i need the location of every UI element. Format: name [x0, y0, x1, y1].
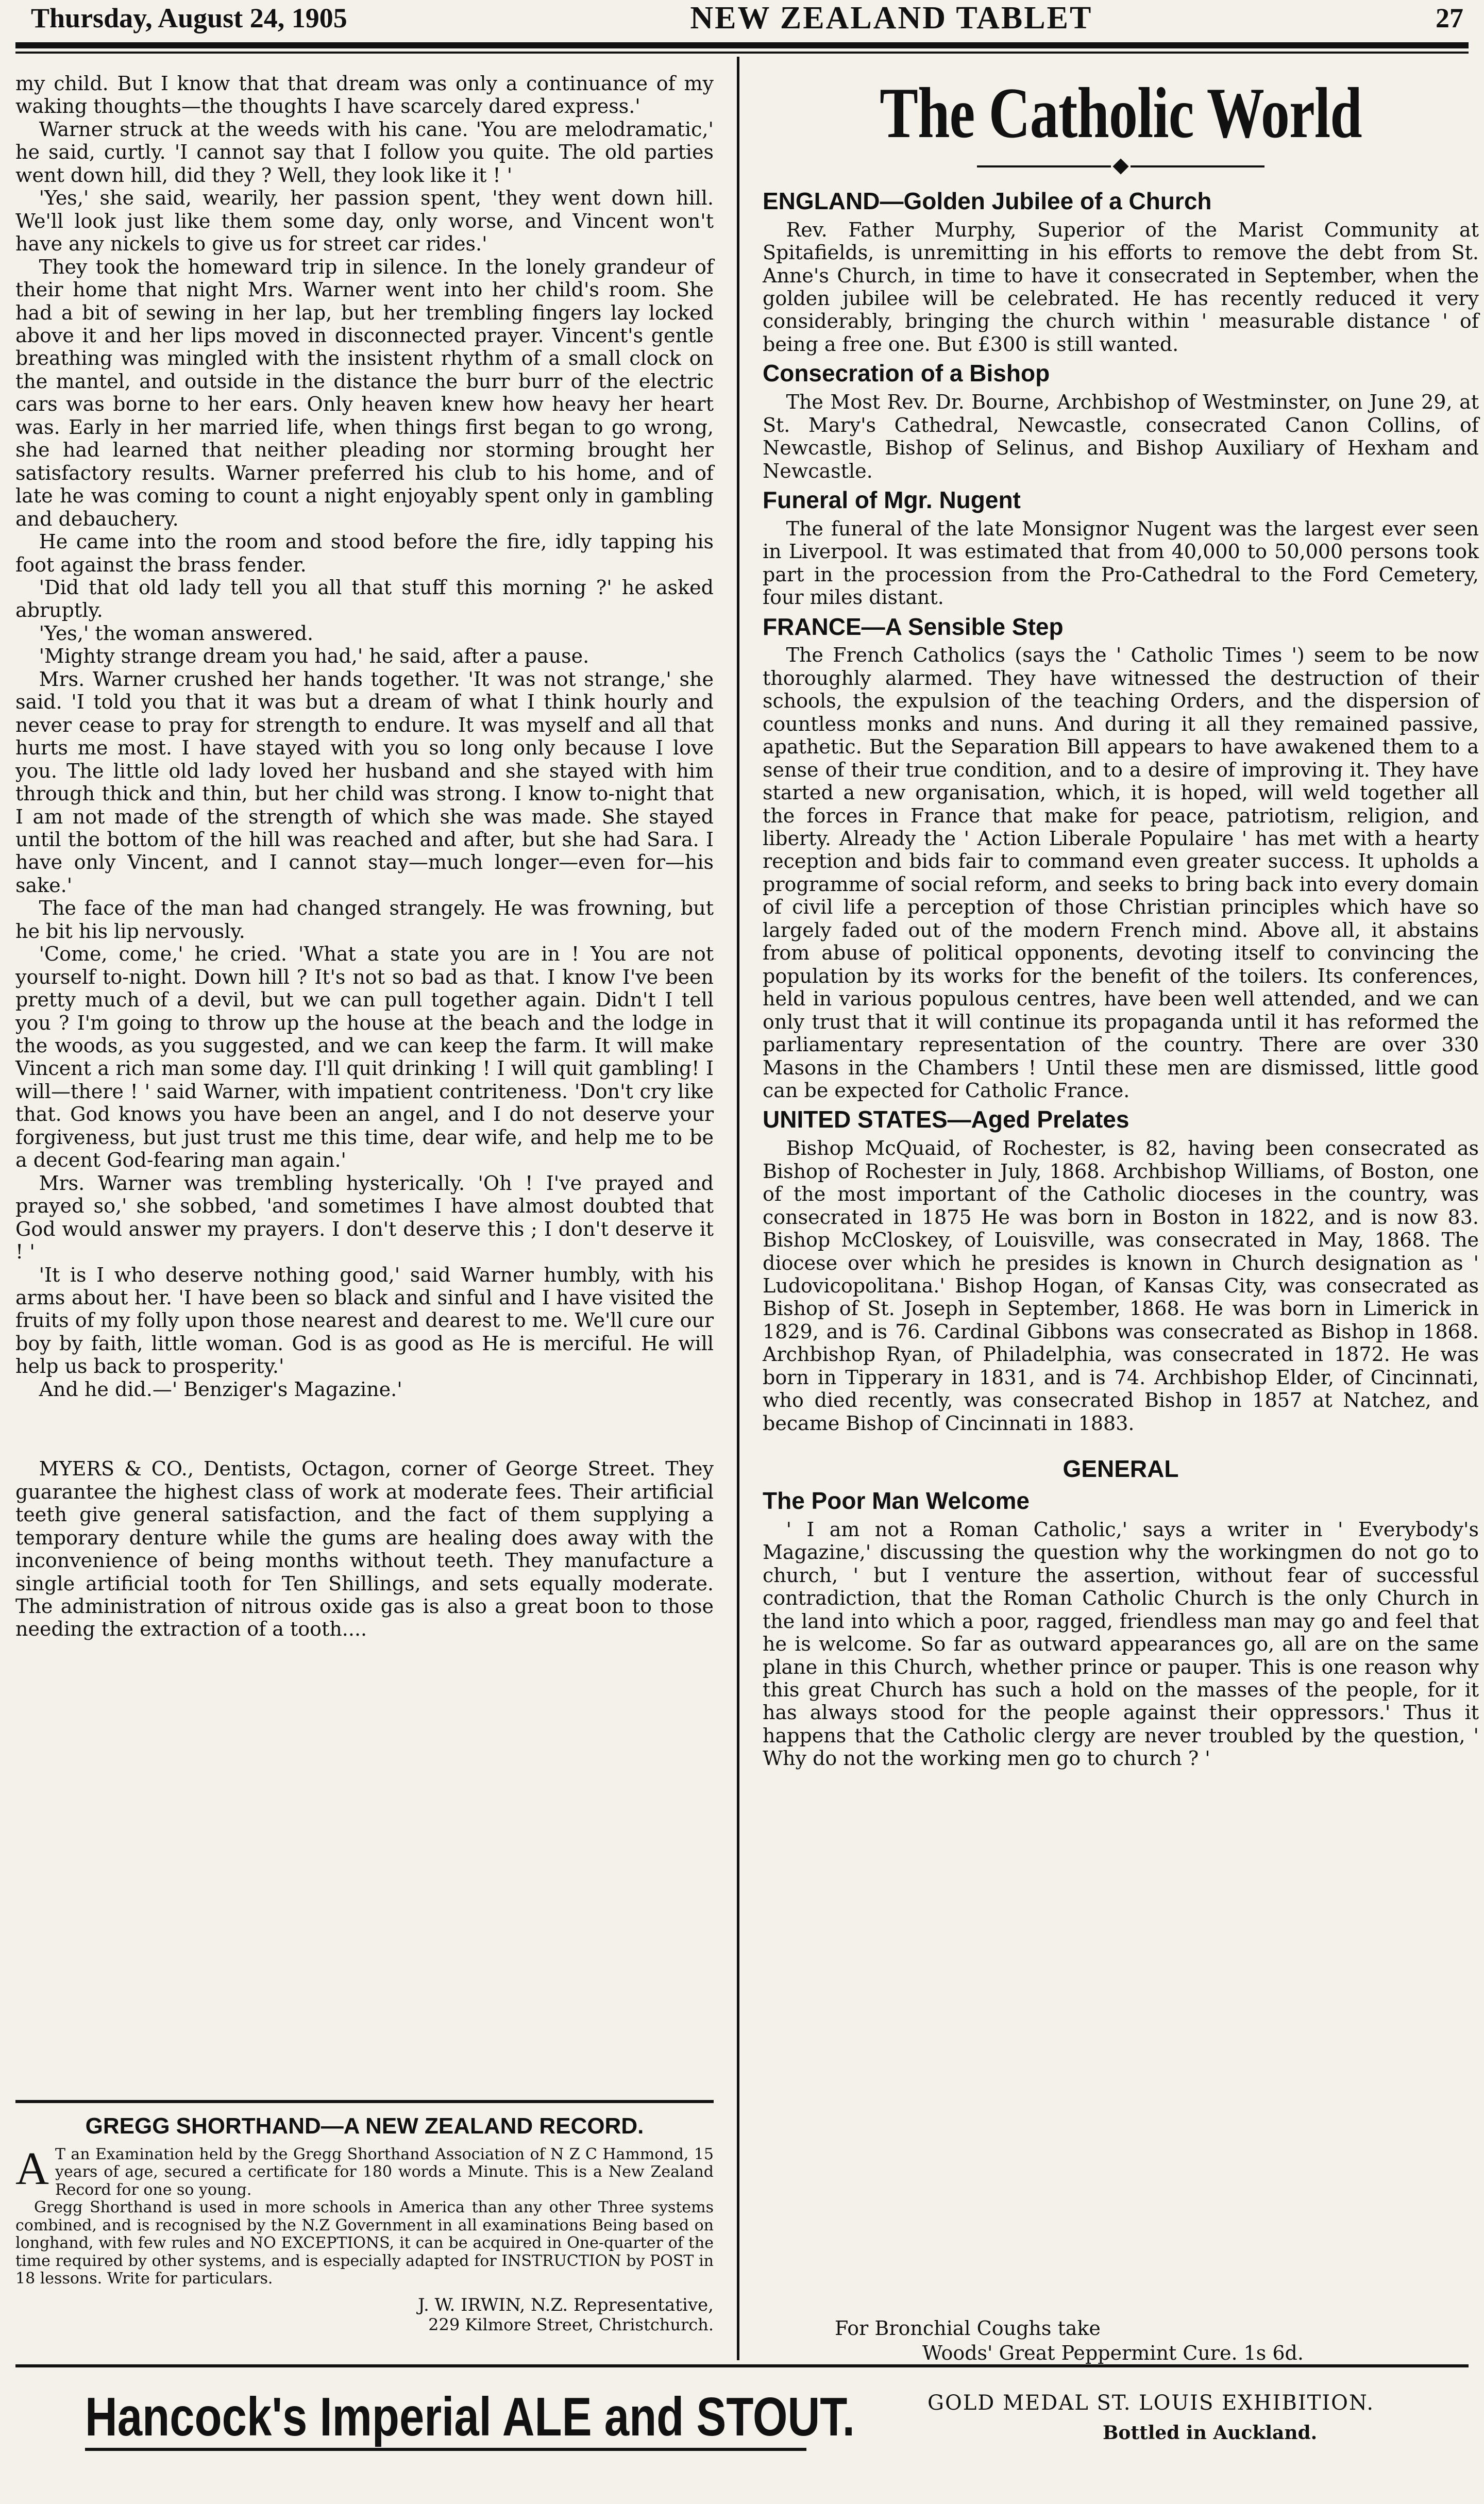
- story-paragraph: 'Yes,' the woman answered.: [39, 621, 314, 645]
- news-sections: [763, 188, 1479, 1435]
- left-column: [15, 72, 714, 1641]
- title-ornament: [763, 161, 1479, 172]
- myers-ad-text: MYERS & CO., Dentists, Octagon, corner of George Street. They guarantee the highest class of work at moderate fees. Their artificial teeth give general satisfaction, and the fact of them supplying a temporary denture while the gums are healing does away with the inconvenience of being months without teeth. They manufacture a single artificial tooth for Ten Shillings, and sets equally moderate. The administration of nitrous oxide gas is also a great boon to those needing the extraction of a tooth....: [15, 1457, 714, 1641]
- gregg-dropcap: A: [15, 2143, 49, 2194]
- masthead: [31, 0, 1463, 36]
- gregg-paragraph-1: T an Examination held by the Gregg Shorthand Association of N Z C Hammond, 15 years of age, secured a certificate for 180 words a Minute. This is a New Zealand Record for one so young.: [55, 2145, 714, 2199]
- general-heading: GENERAL: [1063, 1455, 1179, 1483]
- section-heading: Funeral of Mgr. Nugent: [763, 486, 1021, 513]
- section-paragraph: The funeral of the late Monsignor Nugent was the largest ever seen in Liverpool. It was estimated that from 40,000 to 50,000 persons took part in the procession from the Pro-Cathedral to the Ford Cemetery, four miles distant.: [763, 517, 1479, 609]
- diamond-ornament-icon: [1112, 158, 1128, 174]
- story-paragraph: 'Come, come,' he cried. 'What a state you are in ! You are not yourself to-night. Down hill ? It's not so bad as that. I know I've been pretty much of a devil, but we can pull together again. Didn't I tell you ? I'm going to throw up the house at the beach and the lodge in the woods, as you suggested, and we can keep the farm. It will make Vincent a rich man some day. I'll quit drinking ! I will quit gambling! I will—there ! ' said Warner, with impatient contriteness. 'Don't cry like that. God knows you have been an angel, and I do not deserve your forgiveness, but just trust me this time, dear wife, and help me to be a decent God-fearing man again.': [15, 943, 714, 1172]
- story-paragraph: my child. But I know that that dream was only a continuance of my waking thoughts—the thoughts I have scarcely dared express.': [15, 72, 714, 118]
- bronchial-line-2: Woods' Great Peppermint Cure. 1s 6d.: [922, 2341, 1304, 2364]
- gregg-shorthand-advertisement: [15, 2100, 714, 2334]
- story-continuation: [15, 72, 714, 1401]
- section-paragraph: The French Catholics (says the ' Catholic Times ') seem to be now thoroughly alarmed. They have witnessed the destruction of their schools, the expulsion of the teaching Orders, and the dispersion of countless monks and nuns. And during it all they remained passive, apathetic. But the Separation Bill appears to have awakened them to a sense of their true condition, and to a desire of improving it. They have started a new organisation, which, it is hoped, will weld together all the forces in France that make for peace, patriotism, religion, and liberty. Already the ' Action Liberale Populaire ' has met with a hearty reception and bids fair to command even greater success. It upholds a programme of social reform, and seeks to bring back into every domain of civil life a perception of those Christian principles which have so largely faded out of the modern French mind. Above all, it abstains from abuse of political opponents, devoting itself to convincing the population by its works for the benefit of the toilers. Its conferences, held in various populous centres, have been well attended, and we can only trust that it will continue its propaganda until it has reformed the parliamentary representation of the country. There are over 330 Masons in the Chambers ! Until these men are dismissed, little good can be expected for Catholic France.: [763, 644, 1479, 1102]
- right-column: [763, 66, 1479, 1770]
- footer-rule: [15, 2364, 1469, 2367]
- page-number: 27: [1435, 3, 1463, 33]
- issue-date: Thursday, August 24, 1905: [31, 3, 347, 33]
- section-paragraph: The Most Rev. Dr. Bourne, Archbishop of Westminster, on June 29, at St. Mary's Cathedral, Newcastle, consecrated Canon Collins, of Newcastle, Bishop of Selinus, and Bishop Auxiliary of Hexham and Newcastle.: [763, 391, 1479, 482]
- hancock-advertisement: Hancock's Imperial ALE and STOUT.: [85, 2387, 855, 2447]
- general-subheading: The Poor Man Welcome: [763, 1487, 1030, 1514]
- story-paragraph: And he did.—' Benziger's Magazine.': [39, 1377, 402, 1401]
- bronchial-advertisement: [835, 2316, 1453, 2365]
- gold-medal-text: GOLD MEDAL ST. LOUIS EXHIBITION.: [927, 2391, 1375, 2415]
- column-divider: [737, 57, 739, 2360]
- gregg-address: 229 Kilmore Street, Christchurch.: [428, 2314, 714, 2334]
- hancock-underline: [85, 2448, 806, 2451]
- story-paragraph: 'Mighty strange dream you had,' he said, after a pause.: [39, 645, 589, 668]
- section-heading: FRANCE—A Sensible Step: [763, 613, 1064, 640]
- story-paragraph: He came into the room and stood before the fire, idly tapping his foot against the brass fender.: [15, 530, 714, 576]
- story-paragraph: 'Did that old lady tell you all that stuff this morning ?' he asked abruptly.: [15, 576, 714, 622]
- section-heading: UNITED STATES—Aged Prelates: [763, 1106, 1129, 1133]
- gregg-signature: J. W. IRWIN, N.Z. Representative,: [417, 2294, 714, 2315]
- story-paragraph: 'Yes,' she said, wearily, her passion spent, 'they went down hill. We'll look just like them some day, only worse, and Vincent won't have any nickels to give us for street car rides.': [15, 187, 714, 256]
- bottled-text: Bottled in Auckland.: [1103, 2422, 1318, 2444]
- story-paragraph: Warner struck at the weeds with his cane. 'You are melodramatic,' he said, curtly. 'I cannot say that I follow you quite. The old parties went down hill, did they ? Well, they look like it ! ': [15, 117, 714, 187]
- story-paragraph: Mrs. Warner crushed her hands together. 'It was not strange,' she said. 'I told you that it was but a dream of what I think hourly and never cease to pray for strength to endure. It was myself and all that hurts me most. I have stayed with you so long only because I love you. The little old lady loved her husband and she stayed with him through thick and thin, but her child was strong. I know to-night that I am not made of the strength of which she was made. She stayed until the bottom of the hill was reached and after, but she had Sara. I have only Vincent, and I cannot stay—much longer—even for—his sake.': [15, 667, 714, 897]
- story-paragraph: 'It is I who deserve nothing good,' said Warner humbly, with his arms about her. 'I have been so black and sinful and I have visited the fruits of my folly upon those nearest and dearest to me. We'll cure our boy by faith, little woman. God is as good as He is merciful. He will help us back to prosperity.': [15, 1263, 714, 1378]
- story-paragraph: The face of the man had changed strangely. He was frowning, but he bit his lip nervously.: [15, 897, 714, 943]
- section-heading: Consecration of a Bishop: [763, 360, 1050, 387]
- bronchial-line-1: For Bronchial Coughs take: [835, 2317, 1101, 2340]
- story-paragraph: Mrs. Warner was trembling hysterically. 'Oh ! I've prayed and prayed so,' she sobbed, 'and sometimes I have almost doubted that God would answer my prayers. I don't deserve this ; I don't deserve it ! ': [15, 1171, 714, 1264]
- masthead-rule: [15, 42, 1469, 48]
- general-text: ' I am not a Roman Catholic,' says a writer in ' Everybody's Magazine,' discussing the question why the workingmen do not go to church, ' but I venture the assertion, without fear of successful contradiction, that the Roman Catholic Church is the only Church in the land into which a poor, ragged, friendless man may go and feel that he is welcome. So far as outward appearances go, all are on the same plane in this Church, whether prince or pauper. This is one reason why this great Church has such a hold on the masses of the people, for it has always stood for the people against their oppressors.' Thus it happens that the Catholic clergy are never troubled by the question, ' Why do not the working men go to church ? ': [763, 1518, 1479, 1770]
- section-paragraph: Rev. Father Murphy, Superior of the Marist Community at Spitafields, is unremitting in his efforts to remove the debt from St. Anne's Church, in time to have it consecrated in September, when the golden jubilee will be celebrated. He has recently reduced it very considerably, bringing the church within ' measurable distance ' of being a free one. But £300 is still wanted.: [763, 218, 1479, 356]
- section-paragraph: Bishop McQuaid, of Rochester, is 82, having been consecrated as Bishop of Rochester in July, 1868. Archbishop Williams, of Boston, one of the most important of the Catholic dioceses in the country, was consecrated in 1875 He was born in Boston in 1822, and is now 83. Bishop McCloskey, of Louisville, was consecrated in May, 1868. The diocese over which he presides is known in Church designation as ' Ludovicopolitana.' Bishop Hogan, of Kansas City, was consecrated as Bishop of St. Joseph in September, 1868. He was born in Limerick in 1829, and is 76. Cardinal Gibbons was consecrated as Bishop in 1868. Archbishop Ryan, of Philadelphia, was consecrated in 1872. He was born in Tipperary in 1831, and is 74. Archbishop Elder, of Cincinnati, who died recently, was consecrated Bishop in 1857 at Natchez, and became Bishop of Cincinnati in 1883.: [763, 1137, 1479, 1435]
- footer-advertisements: [0, 2371, 1484, 2463]
- catholic-world-title: The Catholic World: [880, 73, 1362, 153]
- story-paragraph: They took the homeward trip in silence. In the lonely grandeur of their home that night Mrs. Warner went into her child's room. She had a bit of sewing in her lap, but her trembling fingers lay locked above it and her lips moved in disconnected prayer. Vincent's gentle breathing was mingled with the insistent rhythm of a small clock on the mantel, and outside in the distance the burr burr of the electric cars was borne to her ears. Only heaven knew how heavy her heart was. Early in her married life, when things first began to go wrong, she had learned that neither pleading nor storming brought her satisfactory results. Warner preferred his club to his home, and of late he was coming to count a night enjoyably spent only in gambling and debauchery.: [15, 255, 714, 530]
- gregg-title: GREGG SHORTHAND—A NEW ZEALAND RECORD.: [85, 2113, 644, 2139]
- myers-advertisement: [15, 1457, 714, 1641]
- section-heading: ENGLAND—Golden Jubilee of a Church: [763, 187, 1212, 214]
- newspaper-title: NEW ZEALAND TABLET: [690, 0, 1093, 36]
- masthead-rule-thin: [15, 52, 1469, 54]
- gregg-paragraph-2: Gregg Shorthand is used in more schools in America than any other Three systems combined, and is recognised by the N.Z Government in all examinations Being based on longhand, with few rules and NO EXCEPTIONS, it can be acquired in One-quarter of the time required by other systems, and is especially adapted for INSTRUCTION by POST in 18 lessons. Write for particulars.: [15, 2198, 714, 2288]
